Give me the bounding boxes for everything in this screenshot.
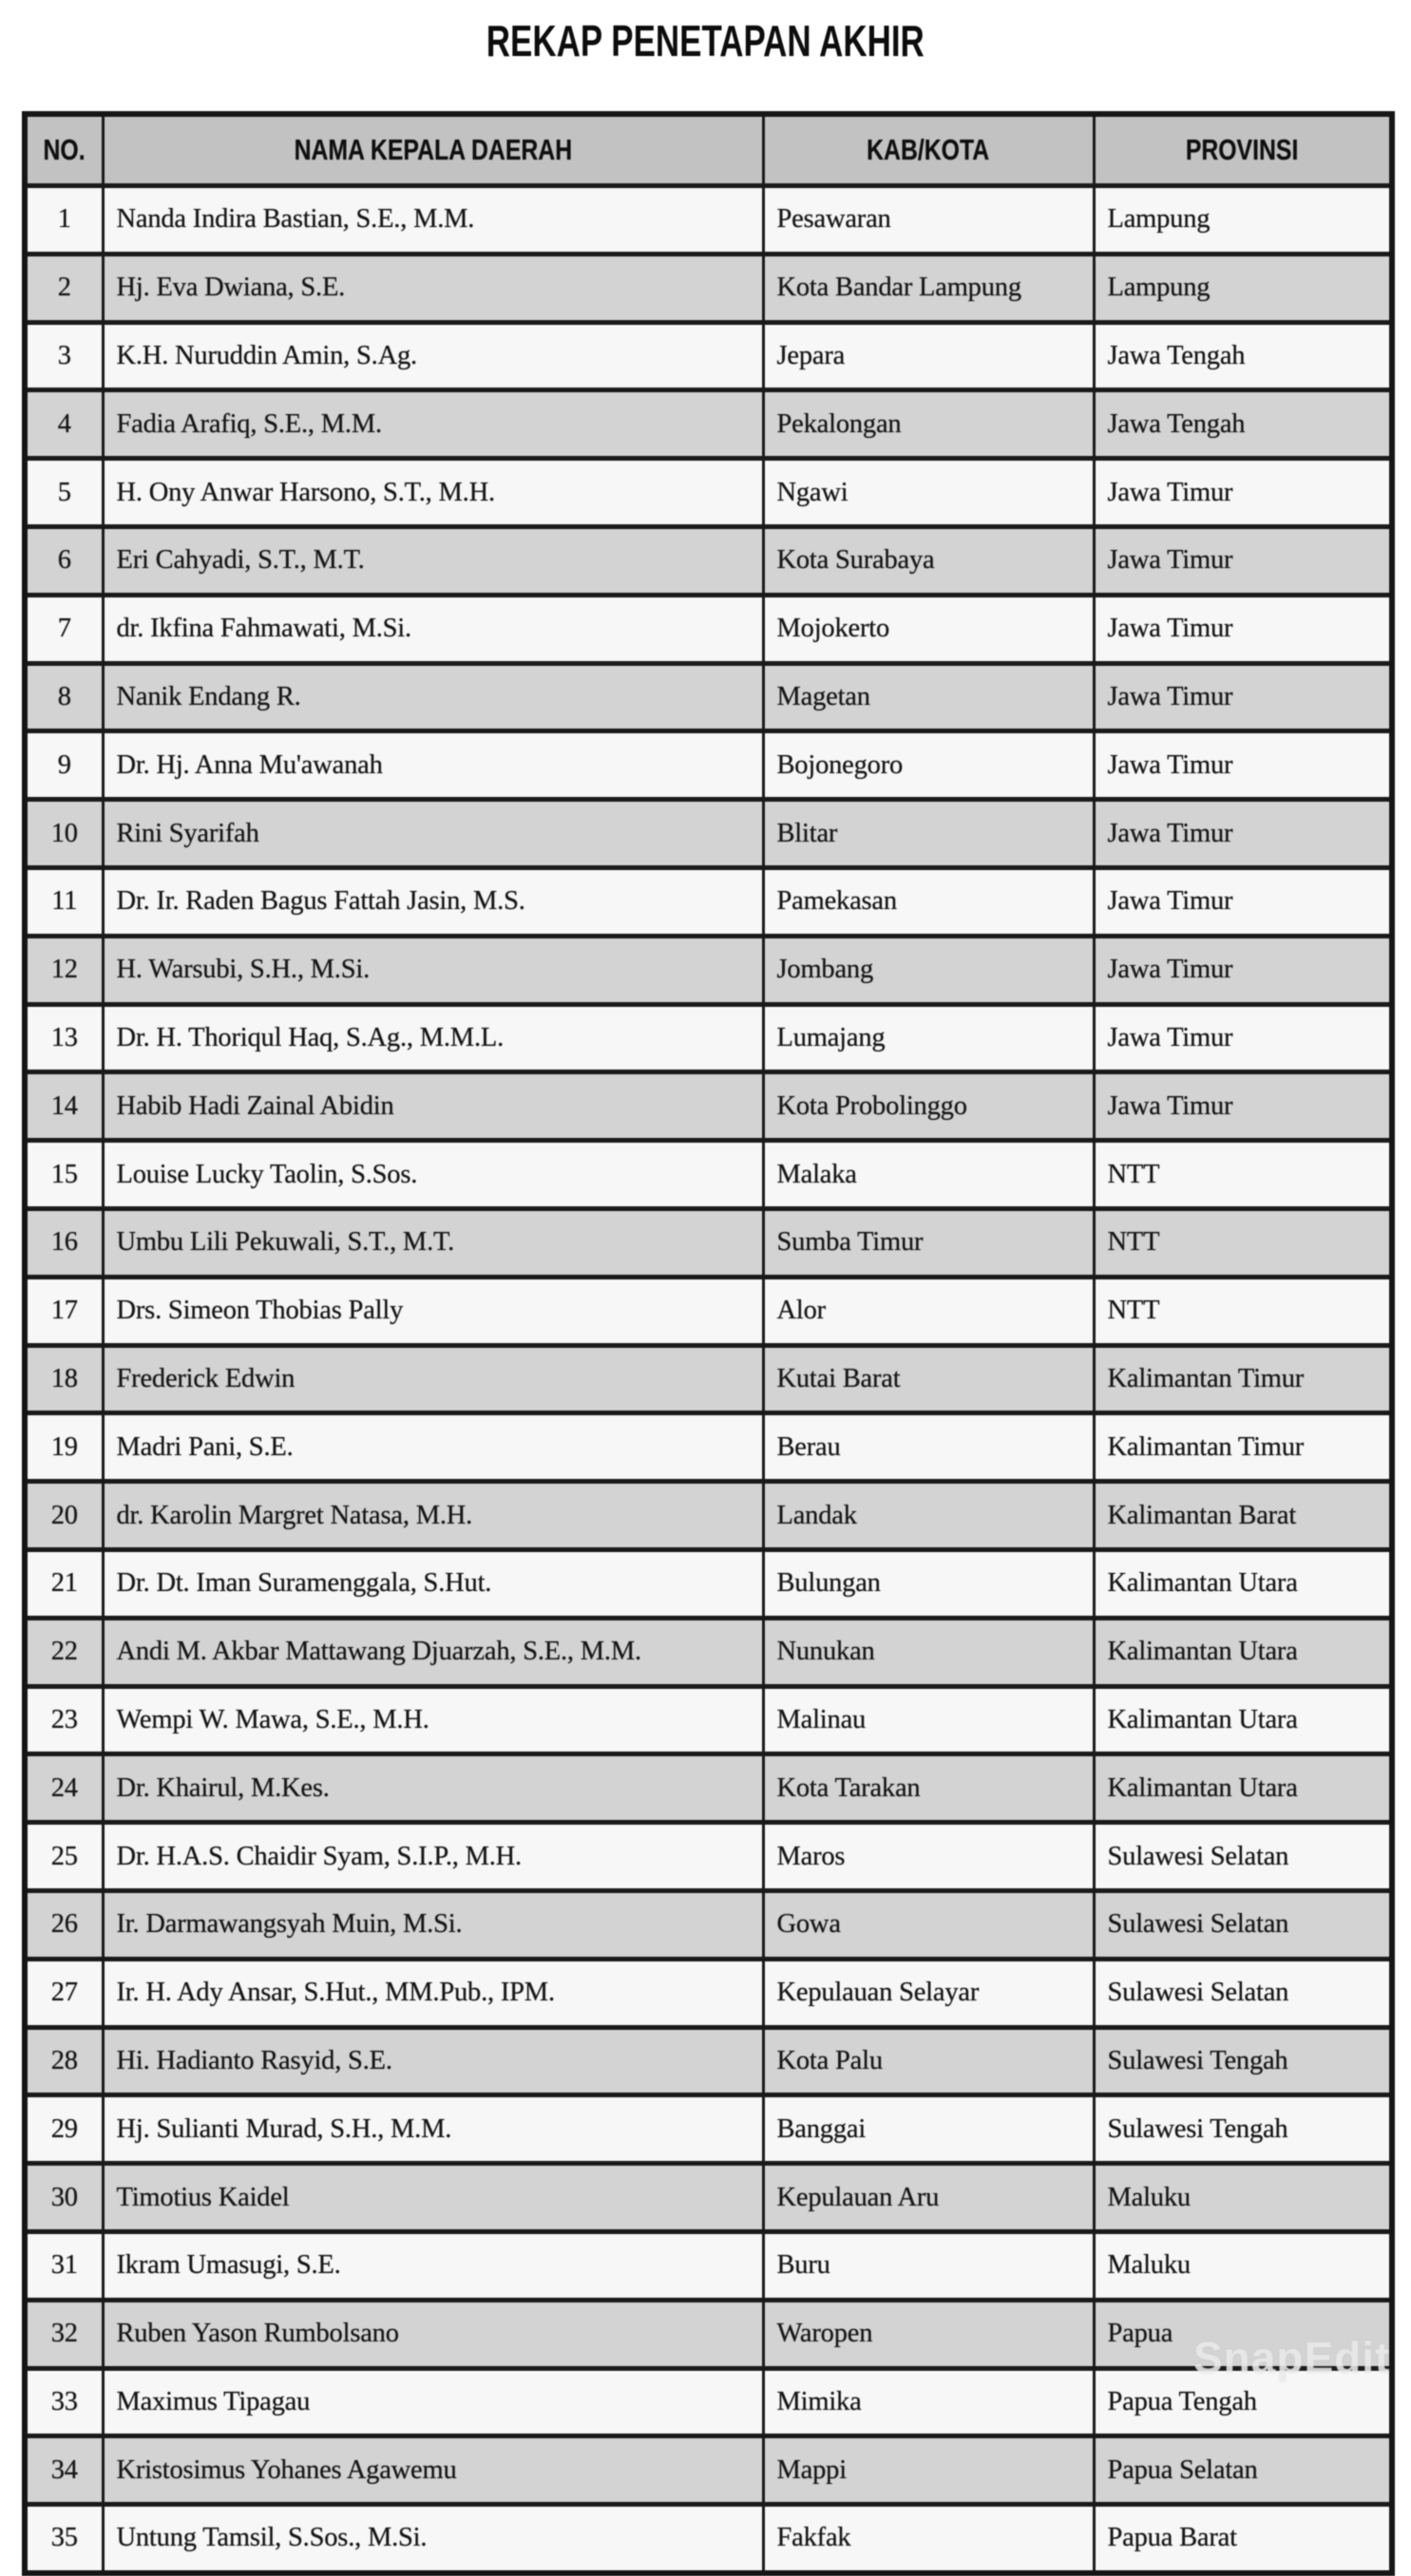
table-row	[25, 1890, 1392, 1959]
cell-kabkota: Lumajang	[763, 1004, 1094, 1072]
cell-no: 22	[25, 1618, 103, 1686]
cell-provinsi: Sulawesi Tengah	[1094, 2027, 1392, 2095]
table-row	[25, 2095, 1392, 2164]
table-header	[25, 114, 1392, 186]
cell-nama: Dr. Hj. Anna Mu'awanah	[103, 731, 763, 800]
col-header-nama-label: NAMA KEPALA DAERAH	[294, 133, 572, 166]
cell-no: 17	[25, 1277, 103, 1345]
cell-nama: Hi. Hadianto Rasyid, S.E.	[103, 2027, 763, 2095]
col-header-provinsi	[1094, 114, 1392, 186]
table-row	[25, 254, 1392, 322]
cell-kabkota: Mimika	[763, 2368, 1094, 2436]
cell-provinsi: Kalimantan Utara	[1094, 1686, 1392, 1754]
cell-nama: Frederick Edwin	[103, 1345, 763, 1413]
table-row	[25, 1959, 1392, 2027]
cell-no: 13	[25, 1004, 103, 1072]
cell-no: 34	[25, 2436, 103, 2505]
cell-no: 8	[25, 663, 103, 731]
cell-nama: Wempi W. Mawa, S.E., M.H.	[103, 1686, 763, 1754]
cell-kabkota: Gowa	[763, 1890, 1094, 1959]
table-row	[25, 1277, 1392, 1345]
cell-nama: Dr. Khairul, M.Kes.	[103, 1754, 763, 1823]
col-header-nama	[103, 114, 763, 186]
cell-kabkota: Jepara	[763, 322, 1094, 390]
table-row	[25, 1618, 1392, 1686]
cell-kabkota: Berau	[763, 1413, 1094, 1482]
table-row	[25, 1823, 1392, 1891]
cell-nama: Kristosimus Yohanes Agawemu	[103, 2436, 763, 2505]
cell-kabkota: Fakfak	[763, 2505, 1094, 2573]
cell-kabkota: Malaka	[763, 1141, 1094, 1209]
cell-kabkota: Jombang	[763, 936, 1094, 1004]
table-row	[25, 2300, 1392, 2368]
cell-no: 7	[25, 595, 103, 663]
cell-kabkota: Sumba Timur	[763, 1208, 1094, 1277]
cell-kabkota: Pesawaran	[763, 186, 1094, 255]
cell-nama: Eri Cahyadi, S.T., M.T.	[103, 526, 763, 595]
cell-kabkota: Blitar	[763, 800, 1094, 868]
table-row	[25, 2231, 1392, 2300]
table-row	[25, 459, 1392, 527]
cell-no: 16	[25, 1208, 103, 1277]
table-row	[25, 1754, 1392, 1823]
table-row	[25, 2164, 1392, 2232]
table-row	[25, 1686, 1392, 1754]
cell-provinsi: Jawa Timur	[1094, 1072, 1392, 1141]
cell-no: 15	[25, 1141, 103, 1209]
cell-nama: Untung Tamsil, S.Sos., M.Si.	[103, 2505, 763, 2573]
cell-provinsi: Kalimantan Utara	[1094, 1754, 1392, 1823]
table-body	[25, 186, 1392, 2573]
cell-nama: Nanda Indira Bastian, S.E., M.M.	[103, 186, 763, 255]
cell-kabkota: Kepulauan Aru	[763, 2164, 1094, 2232]
cell-nama: H. Ony Anwar Harsono, S.T., M.H.	[103, 459, 763, 527]
cell-kabkota: Mappi	[763, 2436, 1094, 2505]
cell-no: 11	[25, 867, 103, 936]
table-row	[25, 322, 1392, 390]
cell-kabkota: Ngawi	[763, 459, 1094, 527]
cell-provinsi: Kalimantan Timur	[1094, 1413, 1392, 1482]
cell-provinsi: Maluku	[1094, 2231, 1392, 2300]
col-header-no	[25, 114, 103, 186]
cell-no: 9	[25, 731, 103, 800]
cell-provinsi: NTT	[1094, 1141, 1392, 1209]
cell-kabkota: Pamekasan	[763, 867, 1094, 936]
cell-provinsi: Jawa Timur	[1094, 867, 1392, 936]
cell-provinsi: Sulawesi Selatan	[1094, 1890, 1392, 1959]
cell-provinsi: Papua Selatan	[1094, 2436, 1392, 2505]
cell-kabkota: Magetan	[763, 663, 1094, 731]
table-row	[25, 1004, 1392, 1072]
cell-provinsi: Jawa Timur	[1094, 731, 1392, 800]
cell-nama: Umbu Lili Pekuwali, S.T., M.T.	[103, 1208, 763, 1277]
cell-provinsi: Sulawesi Selatan	[1094, 1823, 1392, 1891]
cell-provinsi: Jawa Timur	[1094, 800, 1392, 868]
cell-nama: Dr. Ir. Raden Bagus Fattah Jasin, M.S.	[103, 867, 763, 936]
cell-nama: Timotius Kaidel	[103, 2164, 763, 2232]
cell-no: 27	[25, 1959, 103, 2027]
table-row	[25, 867, 1392, 936]
header-row	[25, 114, 1392, 186]
cell-provinsi: Maluku	[1094, 2164, 1392, 2232]
table-row	[25, 390, 1392, 459]
cell-kabkota: Bojonegoro	[763, 731, 1094, 800]
cell-nama: H. Warsubi, S.H., M.Si.	[103, 936, 763, 1004]
cell-nama: Hj. Eva Dwiana, S.E.	[103, 254, 763, 322]
cell-nama: Louise Lucky Taolin, S.Sos.	[103, 1141, 763, 1209]
cell-nama: Andi M. Akbar Mattawang Djuarzah, S.E., M.M.	[103, 1618, 763, 1686]
cell-no: 1	[25, 186, 103, 255]
cell-kabkota: Pekalongan	[763, 390, 1094, 459]
cell-nama: Hj. Sulianti Murad, S.H., M.M.	[103, 2095, 763, 2164]
cell-kabkota: Mojokerto	[763, 595, 1094, 663]
cell-no: 18	[25, 1345, 103, 1413]
cell-kabkota: Kota Tarakan	[763, 1754, 1094, 1823]
cell-provinsi: Kalimantan Utara	[1094, 1618, 1392, 1686]
cell-kabkota: Landak	[763, 1482, 1094, 1550]
cell-kabkota: Nunukan	[763, 1618, 1094, 1686]
table-row	[25, 1208, 1392, 1277]
cell-provinsi: Sulawesi Selatan	[1094, 1959, 1392, 2027]
cell-no: 14	[25, 1072, 103, 1141]
table-row	[25, 1413, 1392, 1482]
cell-provinsi: Papua Barat	[1094, 2505, 1392, 2573]
cell-nama: Fadia Arafiq, S.E., M.M.	[103, 390, 763, 459]
cell-nama: Ikram Umasugi, S.E.	[103, 2231, 763, 2300]
cell-provinsi: Sulawesi Tengah	[1094, 2095, 1392, 2164]
cell-kabkota: Bulungan	[763, 1549, 1094, 1618]
cell-nama: Nanik Endang R.	[103, 663, 763, 731]
table-row	[25, 731, 1392, 800]
cell-nama: dr. Karolin Margret Natasa, M.H.	[103, 1482, 763, 1550]
cell-kabkota: Kepulauan Selayar	[763, 1959, 1094, 2027]
cell-nama: Habib Hadi Zainal Abidin	[103, 1072, 763, 1141]
table-row	[25, 2436, 1392, 2505]
cell-kabkota: Buru	[763, 2231, 1094, 2300]
cell-no: 6	[25, 526, 103, 595]
cell-nama: Rini Syarifah	[103, 800, 763, 868]
cell-provinsi: Jawa Tengah	[1094, 390, 1392, 459]
cell-provinsi: NTT	[1094, 1277, 1392, 1345]
table-row	[25, 1072, 1392, 1141]
cell-nama: Dr. Dt. Iman Suramenggala, S.Hut.	[103, 1549, 763, 1618]
cell-provinsi: Papua	[1094, 2300, 1392, 2368]
table-row	[25, 1345, 1392, 1413]
table-row	[25, 2368, 1392, 2436]
table-row	[25, 663, 1392, 731]
table-row	[25, 936, 1392, 1004]
cell-no: 26	[25, 1890, 103, 1959]
cell-kabkota: Waropen	[763, 2300, 1094, 2368]
table-row	[25, 1141, 1392, 1209]
table-row	[25, 595, 1392, 663]
cell-no: 2	[25, 254, 103, 322]
cell-nama: Drs. Simeon Thobias Pally	[103, 1277, 763, 1345]
cell-no: 19	[25, 1413, 103, 1482]
cell-nama: Ir. H. Ady Ansar, S.Hut., MM.Pub., IPM.	[103, 1959, 763, 2027]
cell-nama: Ruben Yason Rumbolsano	[103, 2300, 763, 2368]
table-row	[25, 2027, 1392, 2095]
cell-kabkota: Kutai Barat	[763, 1345, 1094, 1413]
cell-kabkota: Kota Bandar Lampung	[763, 254, 1094, 322]
cell-provinsi: Lampung	[1094, 186, 1392, 255]
cell-provinsi: Jawa Timur	[1094, 1004, 1392, 1072]
table-row	[25, 2505, 1392, 2573]
cell-provinsi: Jawa Timur	[1094, 459, 1392, 527]
table-row	[25, 1482, 1392, 1550]
cell-no: 10	[25, 800, 103, 868]
cell-no: 30	[25, 2164, 103, 2232]
cell-provinsi: Jawa Tengah	[1094, 322, 1392, 390]
cell-kabkota: Maros	[763, 1823, 1094, 1891]
cell-nama: K.H. Nuruddin Amin, S.Ag.	[103, 322, 763, 390]
col-header-no-label: NO.	[43, 133, 86, 166]
cell-provinsi: Kalimantan Timur	[1094, 1345, 1392, 1413]
col-header-provinsi-label: PROVINSI	[1185, 133, 1299, 166]
cell-provinsi: Jawa Timur	[1094, 663, 1392, 731]
col-header-kabkota	[763, 114, 1094, 186]
cell-no: 29	[25, 2095, 103, 2164]
cell-no: 3	[25, 322, 103, 390]
cell-no: 28	[25, 2027, 103, 2095]
recap-table	[22, 111, 1395, 2576]
snapedit-watermark: SnapEdit	[1193, 2333, 1391, 2382]
cell-provinsi: Lampung	[1094, 254, 1392, 322]
cell-nama: Dr. H.A.S. Chaidir Syam, S.I.P., M.H.	[103, 1823, 763, 1891]
cell-kabkota: Kota Palu	[763, 2027, 1094, 2095]
cell-no: 23	[25, 1686, 103, 1754]
cell-nama: Madri Pani, S.E.	[103, 1413, 763, 1482]
cell-no: 25	[25, 1823, 103, 1891]
cell-provinsi: Jawa Timur	[1094, 936, 1392, 1004]
cell-kabkota: Malinau	[763, 1686, 1094, 1754]
cell-no: 24	[25, 1754, 103, 1823]
col-header-kabkota-label: KAB/KOTA	[867, 133, 990, 166]
cell-provinsi: Jawa Timur	[1094, 526, 1392, 595]
page-title-text: REKAP PENETAPAN AKHIR	[486, 16, 925, 66]
table-row	[25, 800, 1392, 868]
cell-provinsi: NTT	[1094, 1208, 1392, 1277]
cell-provinsi: Papua Tengah	[1094, 2368, 1392, 2436]
cell-no: 4	[25, 390, 103, 459]
table-row	[25, 526, 1392, 595]
cell-kabkota: Banggai	[763, 2095, 1094, 2164]
cell-no: 31	[25, 2231, 103, 2300]
table-row	[25, 186, 1392, 255]
cell-kabkota: Kota Probolinggo	[763, 1072, 1094, 1141]
table-row	[25, 1549, 1392, 1618]
cell-nama: Maximus Tipagau	[103, 2368, 763, 2436]
cell-no: 32	[25, 2300, 103, 2368]
cell-no: 33	[25, 2368, 103, 2436]
cell-provinsi: Kalimantan Utara	[1094, 1549, 1392, 1618]
cell-kabkota: Alor	[763, 1277, 1094, 1345]
cell-nama: dr. Ikfina Fahmawati, M.Si.	[103, 595, 763, 663]
page-title	[0, 15, 1411, 66]
cell-no: 21	[25, 1549, 103, 1618]
cell-provinsi: Jawa Timur	[1094, 595, 1392, 663]
cell-provinsi: Kalimantan Barat	[1094, 1482, 1392, 1550]
cell-kabkota: Kota Surabaya	[763, 526, 1094, 595]
cell-no: 12	[25, 936, 103, 1004]
cell-no: 20	[25, 1482, 103, 1550]
cell-no: 5	[25, 459, 103, 527]
cell-nama: Dr. H. Thoriqul Haq, S.Ag., M.M.L.	[103, 1004, 763, 1072]
cell-no: 35	[25, 2505, 103, 2573]
cell-nama: Ir. Darmawangsyah Muin, M.Si.	[103, 1890, 763, 1959]
